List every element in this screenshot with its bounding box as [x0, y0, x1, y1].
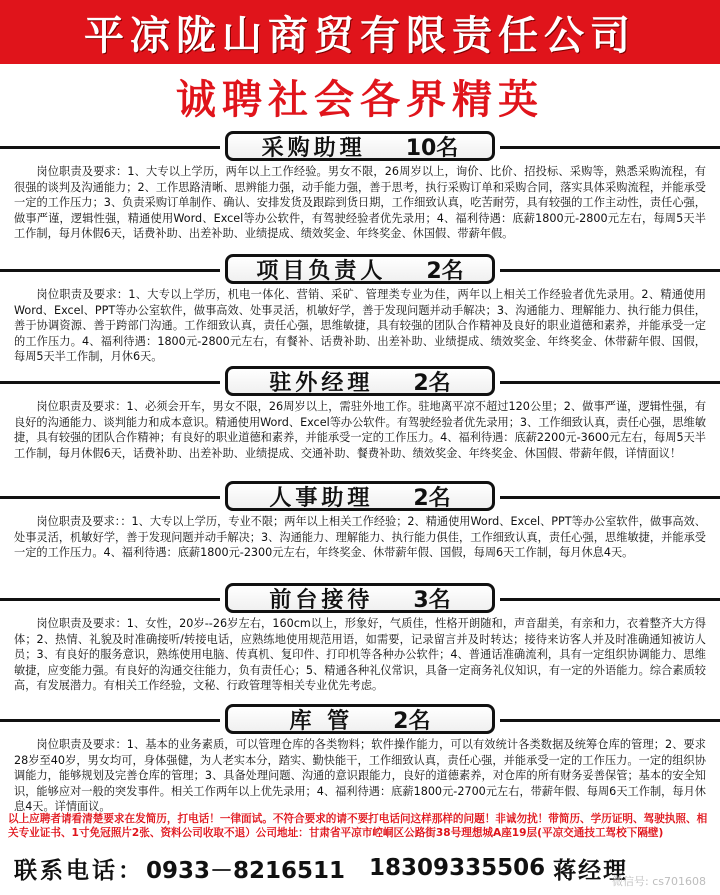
job-title: 驻外经理 [269, 370, 374, 396]
job-title: 采购助理 [261, 135, 366, 161]
job-banner [225, 481, 495, 511]
job-title: 库 管 [289, 708, 354, 734]
job-section-receptionist [0, 583, 720, 694]
contact-label: 联系电话： [14, 857, 144, 884]
wechat-watermark: 微信号: cs701608 [612, 875, 706, 888]
job-section-hr-assistant [0, 481, 720, 561]
job-count: 3名 [413, 587, 451, 613]
job-count: 2名 [413, 370, 451, 396]
job-banner [225, 131, 495, 161]
job-title: 前台接待 [269, 587, 374, 613]
contact-person: 蒋经理 [553, 857, 629, 884]
job-description: 岗位职责及要求：：1、大专以上学历，专业不限；两年以上相关工作经验；2、精通使用Word、Excel、PPT等办公室软件，做事高效、处事灵活，机敏好学，善于发现问题并动手解决；3、沟通能力、理解能力、执行能力俱佳，工作细致认真，责任心强，思维敏捷，并能承受一定的工作压力。4、福利待遇：底薪1800元-2300元左右，年终奖金、休带薪年假、国假，每周6天工作制，每月休息4天。 [14, 515, 706, 559]
job-count: 2名 [413, 485, 451, 511]
job-section-field-manager [0, 366, 720, 461]
job-count: 2名 [393, 708, 431, 734]
job-description: 岗位职责及要求：1、大专以上学历，机电一体化、营销、采矿、管理类专业为佳，两年以上相关工作经验者优先录用。2、精通使用Word、Excel、PPT等办公室软件，做事高效、处事灵活，机敏好学，善于发现问题并动手解决；3、沟通能力、理解能力、执行能力俱佳，善于协调资源、善于跨部门沟通。工作细致认真，责任心强，思维敏捷，具有较强的团队合作精神及良好的职业道德和素养，并能承受一定的工作压力。4、福利待遇：1800元-2800元左右，有餐补、话费补助、出差补助、业绩提成、绩效奖金、年终奖金、休带薪年假、国假，每周5天半工作制，月休6天。 [14, 288, 706, 363]
job-title: 人事助理 [269, 485, 374, 511]
company-header [0, 0, 720, 64]
job-count: 2名 [426, 258, 464, 284]
job-description: 岗位职责及要求：1、必须会开车，男女不限，26周岁以上，需驻外地工作。驻地离平凉不超过120公里；2、做事严谨，逻辑性强，有良好的沟通能力、谈判能力和成本意识。精通使用Word、Excel等办公软件。有驾驶经验者优先录用；3、工作细致认真，责任心强，思维敏捷，具有较强的团队合作精神；有良好的职业道德和素养，并能承受一定的工作压力。4、福利待遇：底薪2200元-3600元左右，每周5天半工作制，每月休假6天，话费补助、出差补助、业绩提成、交通补助、餐费补助、绩效奖金、年终奖金、休国假、带薪年假，详情面议！ [14, 400, 707, 460]
job-banner [225, 254, 495, 284]
application-notice: 以上应聘者请看清楚要求在发简历，打电话！一律面试。不符合要求的请不要打电话问这样那样的问题！非诚勿扰！带简历、学历证明、驾驶执照、相关专业证书、1寸免冠照片2张、资料公司收取不退）公司地址：甘肃省平凉市崆峒区公路街38号理想城A座19层(平凉交通技工驾校下隔壁) [8, 813, 708, 839]
job-title: 项目负责人 [256, 258, 387, 284]
contact-phone: 0933－8216511 [146, 857, 346, 884]
job-section-purchasing-assistant [0, 131, 720, 242]
job-description: 岗位职责及要求：1、大专以上学历，两年以上工作经验。男女不限，26周岁以上，询价、比价、招投标、采购等，熟悉采购流程，有很强的谈判及沟通能力；2、工作思路清晰、思辨能力强，动手能力强，善于思考，执行采购订单和采购合同，落实具体采购流程，并能承受一定的工作压力；3、负责采购订单制作、确认、安排发货及跟踪到货日期，工作细致认真，吃苦耐劳，具有较强的工作主动性，责任心强，做事严谨，逻辑性强，精通使用Word、Excel等办公软件，有驾驶经验者优先录用；4、福利待遇：底薪1800元-2800元左右，每周5天半工作制，每月休假6天，话费补助、出差补助、业绩提成、绩效奖金、年终奖金、休国假、带薪年假。 [14, 165, 706, 240]
job-description: 岗位职责及要求：1、基本的业务素质，可以管理仓库的各类物料；软件操作能力，可以有效统计各类数据及统筹仓库的管理；2、要求28岁至40岁，男女均可，身体强健，为人老实本分，踏实、勤快能干，工作细致认真，责任心强，并能承受一定的工作压力。一定的组织协调能力，能够规划及完善仓库的管理；3、具备处理问题、沟通的意识跟能力，良好的道德素养，对仓库的所有财务妥善保管；基本的安全知识，能够应对一般的突发事件。相关工作两年以上优先录用；4、福利待遇：底薪1800元-2700元左右，带薪年假、每周6天工作制，每月休息4天。详情面议。 [14, 738, 706, 813]
job-banner [225, 704, 495, 734]
job-section-project-manager [0, 254, 720, 365]
recruitment-slogan: 诚聘社会各界精英 [176, 76, 544, 123]
job-banner [225, 366, 495, 396]
contact-mobile: 18309335506 [369, 855, 546, 881]
job-banner [225, 583, 495, 613]
contact-line [14, 850, 714, 886]
job-count: 10名 [405, 135, 459, 161]
job-section-warehouse-keeper [0, 704, 720, 815]
job-description: 岗位职责及要求：1、女性，20岁--26岁左右，160cm以上，形象好，气质佳，性格开朗随和，声音甜美，有亲和力，衣着整齐大方得体；2、热情、礼貌及时准确接听/转接电话，应熟练地使用规范用语，如需要，记录留言并及时转达；接待来访客人并及时准确通知被访人员；3、有良好的服务意识，熟练使用电脑、传真机、复印件、打印机等各种办公软件；4、普通话准确流利，具有一定组织协调能力、思维敏捷，应变能力强。有良好的沟通交往能力，负有责任心；5、精通各种礼仪常识，具备一定商务礼仪知识，有一定的外语能力。综合素质较高，有发展潜力。有相关工作经验，文秘、行政管理等相关专业优先考虑。 [14, 617, 706, 692]
company-name: 平凉陇山商贸有限责任公司 [84, 11, 636, 59]
